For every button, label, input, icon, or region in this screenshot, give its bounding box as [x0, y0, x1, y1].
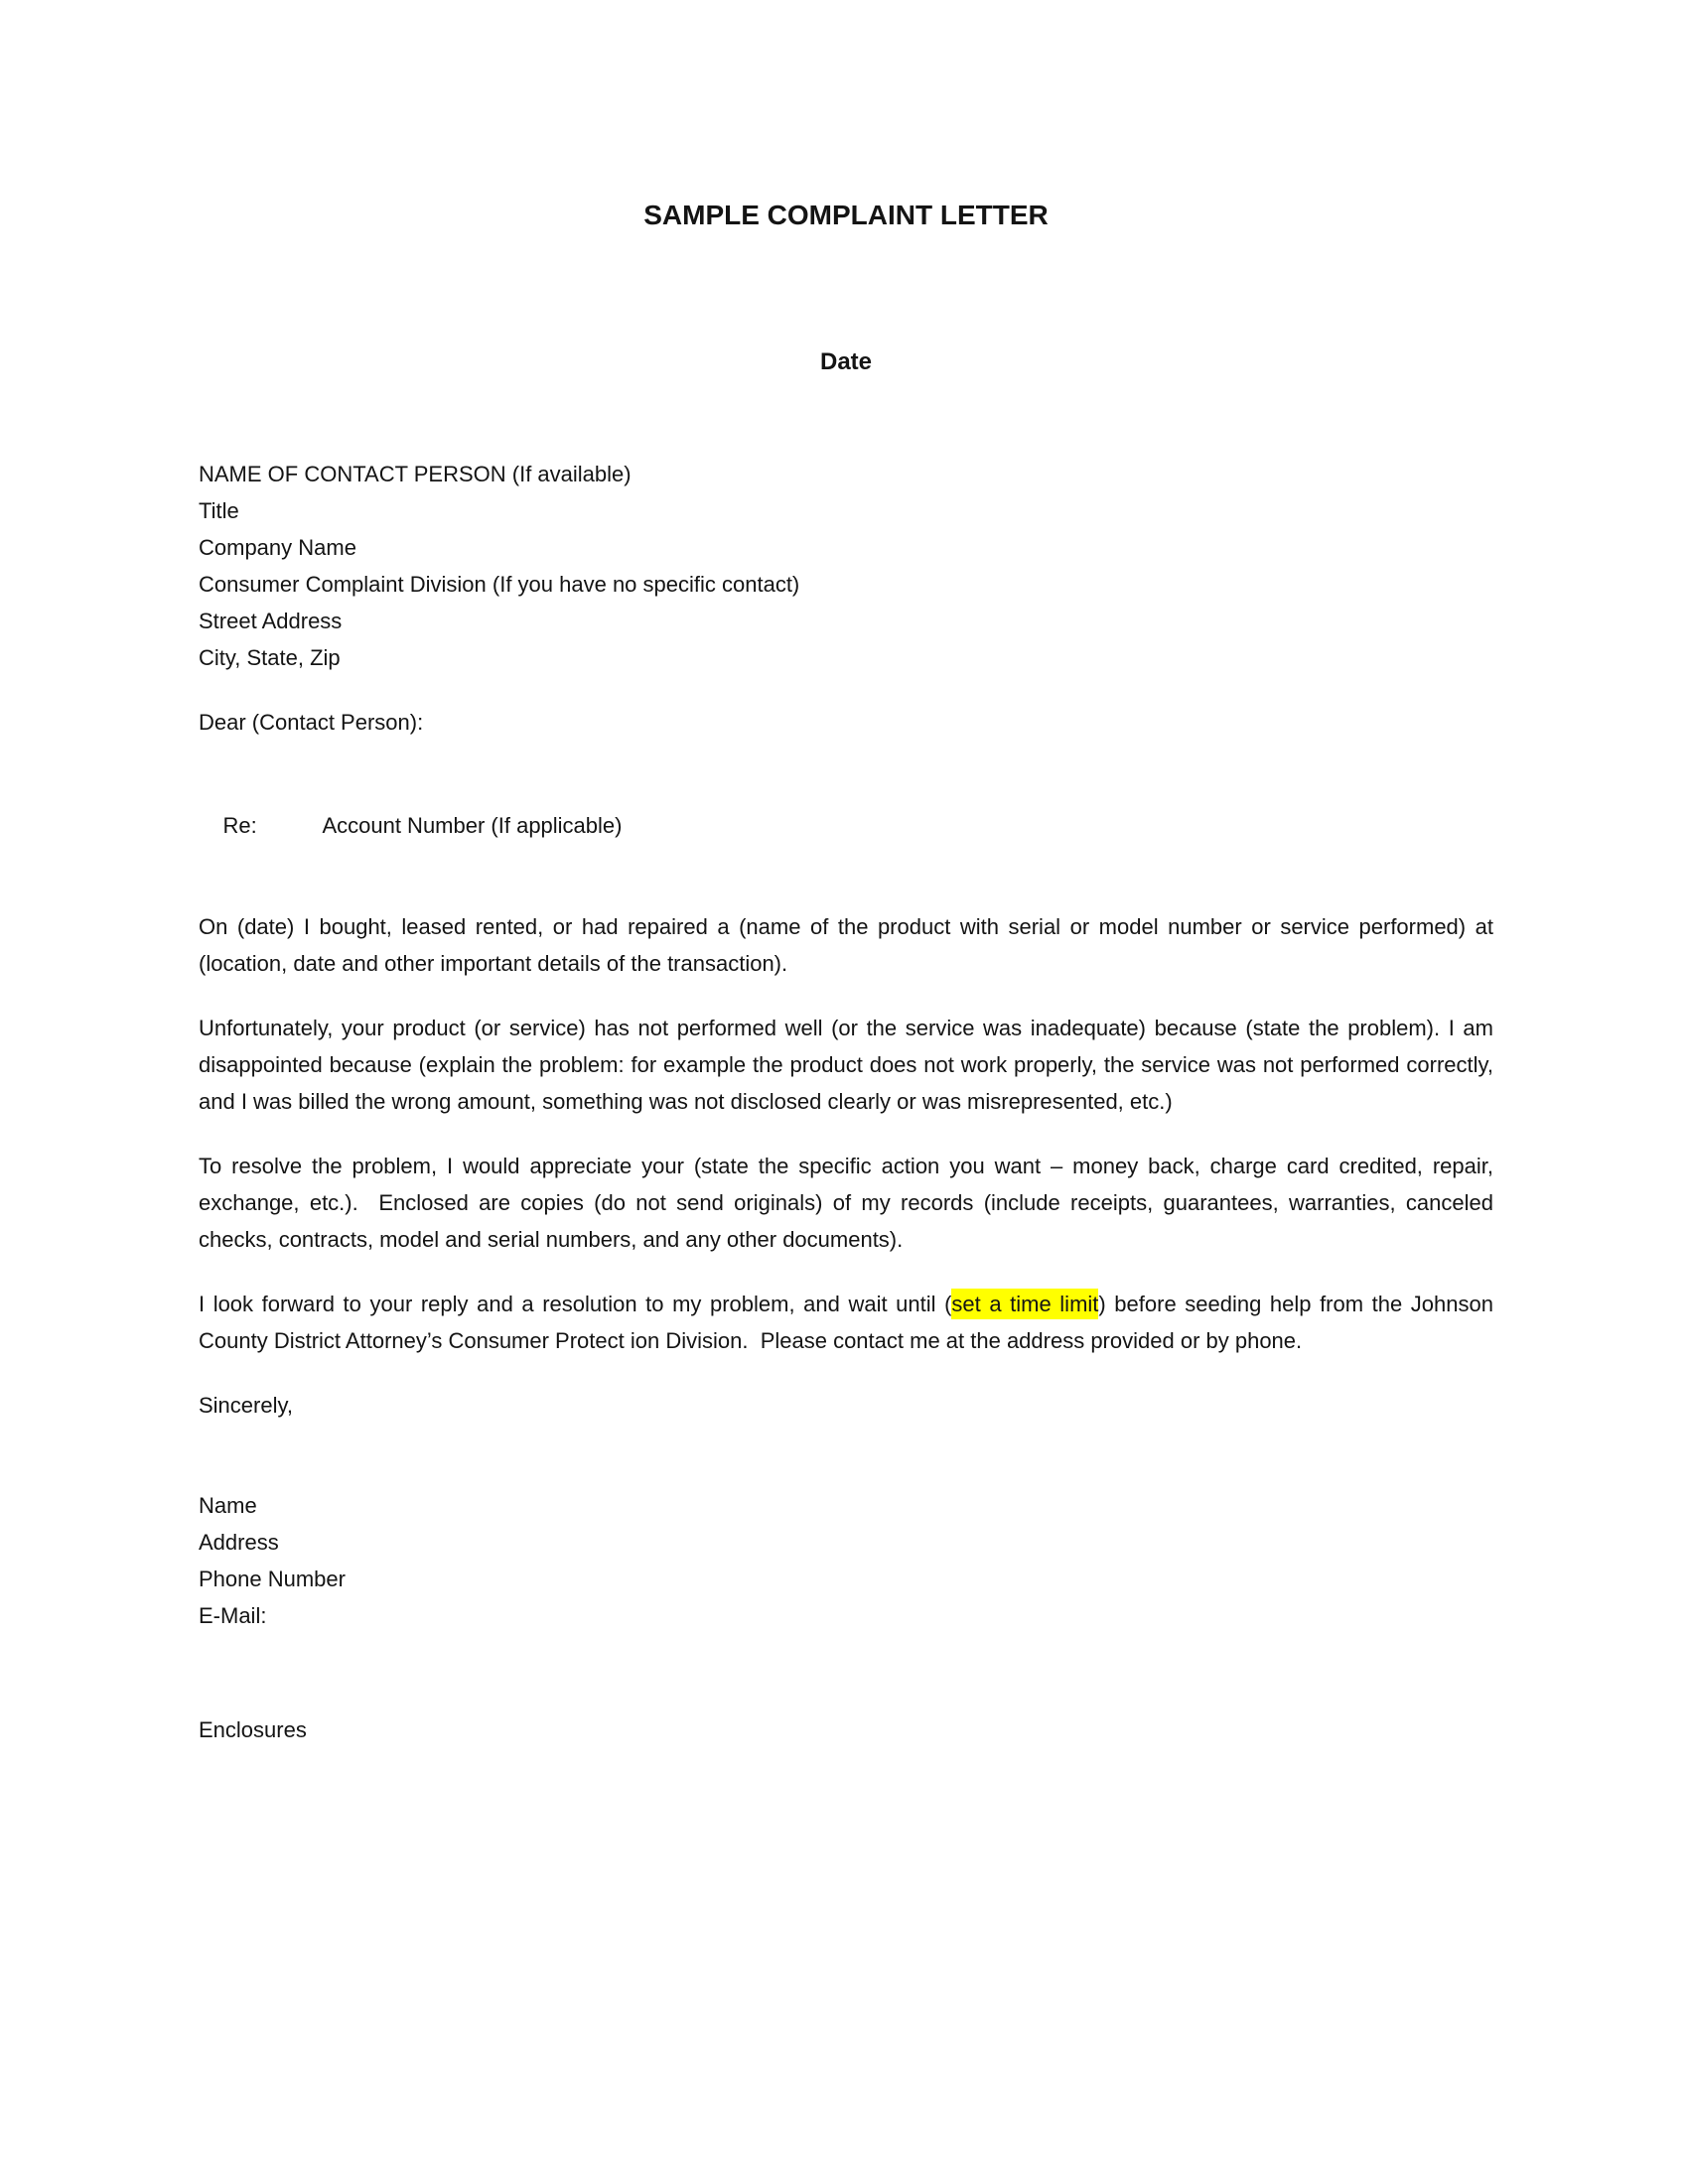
highlighted-time-limit: set a time limit [951, 1289, 1098, 1319]
recipient-title: Title [199, 498, 239, 523]
signature-name: Name [199, 1493, 257, 1518]
deadline-text-pre: I look forward to your reply and a resolution to my problem, and wait until ( [199, 1292, 952, 1316]
salutation: Dear (Contact Person): [199, 710, 424, 735]
paragraph-deadline [199, 1286, 1500, 1359]
deadline-text-post: ) before seeding help from the Johnson County District Attorney’s Consumer Protect ion Division. Please contact me at the address provided or by phone. [199, 1292, 1500, 1353]
paragraph-transaction: On (date) I bought, leased rented, or had repaired a (name of the product with serial or model number or service performed) at (location, date and other important details of the transaction). [199, 914, 1500, 976]
paragraph-resolution: To resolve the problem, I would appreciate your (state the specific action you want – money back, charge card credited, repair, exchange, etc.). Enclosed are copies (do not send originals) of my records (include receipts, guarantees, warranties, canceled checks, contracts, model and serial numbers, and any other documents). [199, 1154, 1500, 1252]
recipient-division: Consumer Complaint Division (If you have no specific contact) [199, 572, 800, 597]
signature-phone: Phone Number [199, 1567, 346, 1591]
paragraph-problem: Unfortunately, your product (or service) has not performed well (or the service was inadequate) because (state the problem). I am disappointed because (explain the problem: for example the product does not work properly, the service was not performed correctly, and I was billed the wrong amount, something was not disclosed clearly or was misrepresented, etc.) [199, 1016, 1500, 1114]
date-label: Date [819, 348, 873, 375]
recipient-company-name: Company Name [199, 535, 356, 560]
reference-value: Account Number (If applicable) [322, 813, 623, 838]
enclosures-label: Enclosures [199, 1717, 307, 1742]
reference-label: Re: [222, 813, 257, 838]
document-title: SAMPLE COMPLAINT LETTER [643, 200, 1049, 230]
signature-block [199, 1487, 1493, 1634]
signature-address: Address [199, 1530, 279, 1555]
recipient-city-state-zip: City, State, Zip [199, 645, 341, 670]
recipient-contact-name: NAME OF CONTACT PERSON (If available) [199, 462, 632, 486]
recipient-street-address: Street Address [199, 609, 343, 633]
recipient-address-block [199, 456, 1493, 676]
signature-email: E-Mail: [199, 1603, 267, 1628]
reference-line [199, 770, 1493, 881]
valediction: Sincerely, [199, 1393, 293, 1418]
